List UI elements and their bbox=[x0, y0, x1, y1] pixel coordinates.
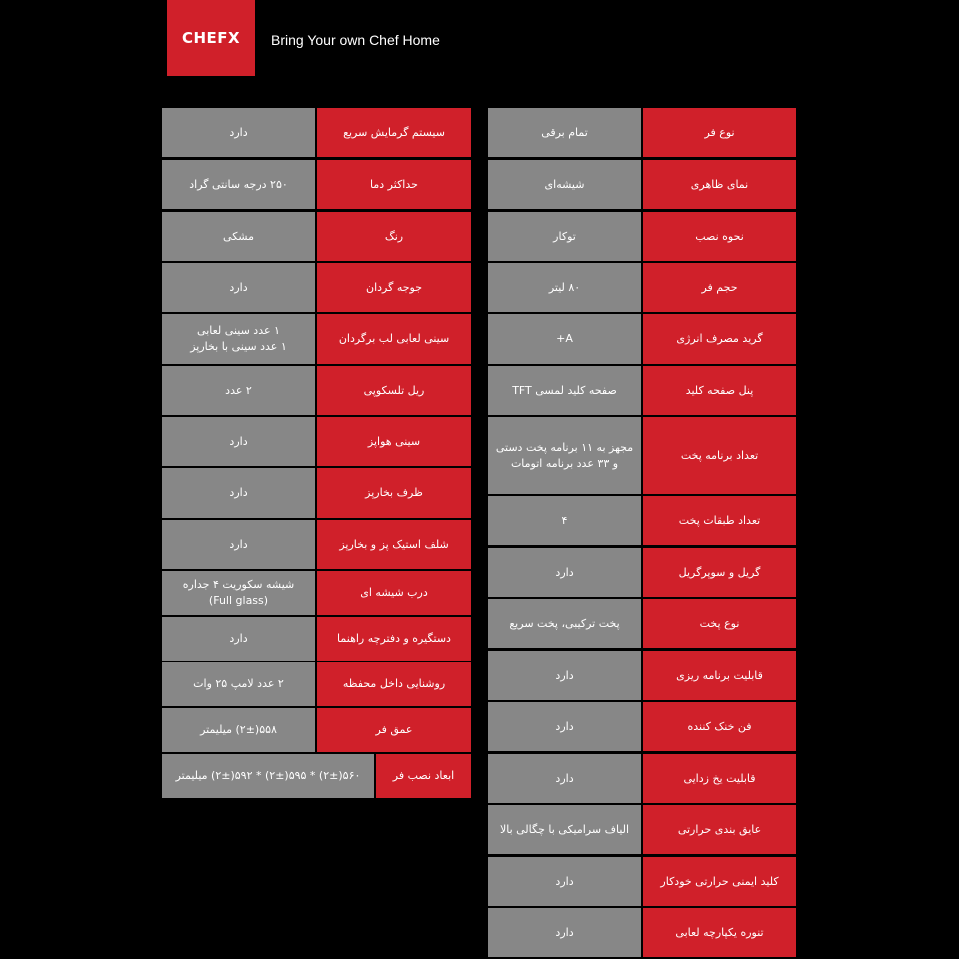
spec-row bbox=[488, 805, 796, 854]
spec-label bbox=[643, 108, 796, 157]
spec-row bbox=[162, 417, 471, 466]
spec-label bbox=[317, 108, 471, 157]
spec-value bbox=[162, 314, 315, 364]
spec-value bbox=[162, 160, 315, 209]
spec-row bbox=[488, 366, 796, 415]
spec-value bbox=[162, 263, 315, 312]
spec-label-text: گرید مصرف انرژی bbox=[676, 332, 763, 346]
spec-value bbox=[162, 417, 315, 466]
spec-label bbox=[317, 212, 471, 261]
spec-label bbox=[643, 908, 796, 957]
spec-value bbox=[488, 754, 641, 803]
spec-row bbox=[488, 702, 796, 751]
spec-label-text: شلف استیک پز و بخارپز bbox=[339, 537, 449, 551]
spec-value-text: A+ bbox=[556, 332, 573, 346]
spec-row bbox=[488, 160, 796, 209]
spec-value bbox=[488, 314, 641, 364]
brand-tagline: Bring Your own Chef Home bbox=[271, 32, 440, 48]
spec-label bbox=[376, 754, 471, 798]
spec-value-text: دارد bbox=[229, 632, 248, 646]
spec-label-text: فن خنک کننده bbox=[687, 719, 752, 733]
spec-label-text: قابلیت یخ زدایی bbox=[683, 771, 756, 785]
spec-label-text: عمق فر bbox=[375, 723, 413, 737]
spec-value-text: دارد bbox=[555, 925, 574, 939]
spec-value-text: دارد bbox=[555, 668, 574, 682]
spec-label-text: گریل و سوپرگریل bbox=[678, 565, 761, 579]
spec-label bbox=[643, 160, 796, 209]
spec-value-text: دارد bbox=[555, 719, 574, 733]
spec-value-text: دارد bbox=[555, 771, 574, 785]
spec-row bbox=[488, 496, 796, 545]
spec-value bbox=[162, 571, 315, 615]
spec-value-text: ۵۶۰(۲±) * ۵۹۵(۲±) * ۵۹۲(۲±) میلیمتر bbox=[175, 769, 361, 783]
spec-label-text: درب شیشه ای bbox=[360, 586, 428, 600]
spec-label-text: تعداد طبقات پخت bbox=[678, 513, 761, 527]
spec-label-text: نمای ظاهری bbox=[690, 177, 749, 191]
spec-label bbox=[643, 702, 796, 751]
spec-row bbox=[162, 617, 471, 661]
spec-label-text: سینی لعابی لب برگردان bbox=[338, 332, 450, 346]
spec-label bbox=[643, 548, 796, 597]
spec-value-text: ۲ عدد لامپ ۲۵ وات bbox=[193, 677, 284, 691]
spec-value-text: ۱ عدد سینی لعابی ۱ عدد سینی با بخارپز bbox=[190, 324, 287, 353]
spec-label bbox=[317, 160, 471, 209]
spec-label-text: ابعاد نصب فر bbox=[392, 769, 455, 783]
spec-row bbox=[488, 599, 796, 648]
spec-value bbox=[488, 366, 641, 415]
spec-value-text: ۴ bbox=[561, 513, 568, 527]
spec-label-text: نحوه نصب bbox=[695, 229, 744, 243]
spec-row bbox=[162, 108, 471, 157]
spec-label bbox=[317, 468, 471, 518]
spec-value-text: توکار bbox=[553, 229, 576, 243]
spec-row bbox=[488, 857, 796, 906]
spec-value-text: الیاف سرامیکی با چگالی بالا bbox=[499, 822, 630, 836]
spec-row bbox=[162, 662, 471, 706]
spec-value bbox=[488, 212, 641, 261]
spec-row bbox=[488, 548, 796, 597]
spec-label-text: نوع پخت bbox=[699, 616, 740, 630]
spec-label bbox=[643, 212, 796, 261]
spec-label bbox=[643, 651, 796, 700]
spec-label bbox=[317, 366, 471, 415]
spec-value-text: ۸۰ لیتر bbox=[548, 280, 581, 294]
spec-value bbox=[488, 417, 641, 494]
spec-value-text: تمام برقی bbox=[541, 125, 588, 139]
spec-label-text: ریل تلسکوپی bbox=[363, 383, 425, 397]
spec-label-text: سینی هواپز bbox=[367, 434, 421, 448]
spec-label bbox=[643, 366, 796, 415]
spec-value-text: مجهز به ۱۱ برنامه پخت دستی و ۳۳ عدد برنامه اتومات bbox=[495, 440, 634, 470]
spec-label-text: کلید ایمنی حرارتی خودکار bbox=[660, 874, 779, 888]
spec-value-text: دارد bbox=[229, 434, 248, 448]
spec-label bbox=[317, 617, 471, 661]
spec-row bbox=[162, 314, 471, 364]
spec-row bbox=[162, 263, 471, 312]
spec-label-text: عایق بندی حرارتی bbox=[677, 822, 762, 836]
spec-row bbox=[162, 468, 471, 518]
spec-label-text: رنگ bbox=[384, 229, 404, 243]
spec-label bbox=[317, 263, 471, 312]
spec-label-text: سیستم گرمایش سریع bbox=[343, 125, 445, 139]
spec-label bbox=[317, 662, 471, 706]
brand-logo bbox=[167, 0, 255, 76]
spec-row bbox=[488, 417, 796, 494]
spec-row bbox=[488, 651, 796, 700]
spec-label bbox=[317, 417, 471, 466]
spec-row bbox=[488, 754, 796, 803]
spec-value bbox=[488, 108, 641, 157]
spec-value bbox=[488, 857, 641, 906]
spec-value-text: مشکی bbox=[223, 229, 254, 243]
spec-row bbox=[488, 212, 796, 261]
spec-value-text: دارد bbox=[555, 874, 574, 888]
spec-value-text: شیشه‌ای bbox=[544, 177, 585, 191]
spec-value-text: ۲ عدد bbox=[225, 383, 252, 397]
spec-value-text: دارد bbox=[229, 280, 248, 294]
spec-value bbox=[488, 651, 641, 700]
spec-value bbox=[162, 366, 315, 415]
spec-label bbox=[317, 571, 471, 615]
spec-label bbox=[317, 520, 471, 569]
spec-value bbox=[162, 108, 315, 157]
spec-label-text: نوع فر bbox=[704, 125, 735, 139]
spec-row bbox=[162, 754, 471, 798]
spec-label-text: حداکثر دما bbox=[370, 177, 418, 191]
spec-value-text: شیشه سکوریت ۴ جداره (Full glass) bbox=[182, 578, 295, 607]
spec-value-text: دارد bbox=[229, 537, 248, 551]
spec-value bbox=[488, 908, 641, 957]
spec-value-text: دارد bbox=[229, 486, 248, 500]
spec-label-text: تعداد برنامه پخت bbox=[680, 448, 759, 462]
spec-value-text: ۵۵۸(۲±) میلیمتر bbox=[200, 723, 277, 737]
spec-label-text: حجم فر bbox=[701, 280, 738, 294]
spec-value bbox=[162, 617, 315, 661]
spec-row bbox=[162, 212, 471, 261]
spec-value bbox=[162, 212, 315, 261]
spec-row bbox=[162, 571, 471, 615]
spec-row bbox=[162, 366, 471, 415]
spec-value bbox=[162, 754, 374, 798]
logo-text: CHEFX bbox=[181, 29, 241, 47]
spec-value bbox=[162, 468, 315, 518]
spec-label-text: جوجه گردان bbox=[366, 280, 423, 294]
spec-row bbox=[162, 160, 471, 209]
spec-label bbox=[643, 805, 796, 854]
spec-value bbox=[162, 662, 315, 706]
spec-row bbox=[488, 263, 796, 312]
spec-row bbox=[488, 908, 796, 957]
spec-label bbox=[643, 496, 796, 545]
spec-value bbox=[488, 548, 641, 597]
spec-value bbox=[488, 160, 641, 209]
spec-row bbox=[488, 314, 796, 364]
spec-label-text: ظرف بخارپز bbox=[365, 486, 423, 500]
spec-label bbox=[317, 314, 471, 364]
spec-label bbox=[317, 708, 471, 752]
spec-value-text: صفحه کلید لمسی TFT bbox=[512, 383, 617, 397]
spec-value bbox=[488, 496, 641, 545]
spec-label-text: دستگیره و دفترچه راهنما bbox=[337, 632, 451, 646]
spec-row bbox=[162, 520, 471, 569]
spec-label bbox=[643, 417, 796, 494]
spec-label-text: قابلیت برنامه ریزی bbox=[676, 668, 763, 682]
spec-label bbox=[643, 754, 796, 803]
spec-label-text: تنوره یکپارچه لعابی bbox=[675, 925, 764, 939]
spec-row bbox=[488, 108, 796, 157]
spec-value-text: دارد bbox=[555, 565, 574, 579]
spec-label bbox=[643, 857, 796, 906]
spec-value-text: ۲۵۰ درجه سانتی گراد bbox=[189, 177, 288, 191]
spec-label-text: پنل صفحه کلید bbox=[685, 383, 754, 397]
spec-label-text: روشنایی داخل محفظه bbox=[342, 677, 446, 691]
spec-value bbox=[162, 520, 315, 569]
spec-value bbox=[162, 708, 315, 752]
spec-label bbox=[643, 599, 796, 648]
spec-value-text: دارد bbox=[229, 125, 248, 139]
spec-label bbox=[643, 314, 796, 364]
spec-value bbox=[488, 805, 641, 854]
spec-value-text: پخت ترکیبی، پخت سریع bbox=[509, 616, 620, 630]
spec-value bbox=[488, 702, 641, 751]
spec-label bbox=[643, 263, 796, 312]
spec-row bbox=[162, 708, 471, 752]
spec-value bbox=[488, 263, 641, 312]
spec-value bbox=[488, 599, 641, 648]
